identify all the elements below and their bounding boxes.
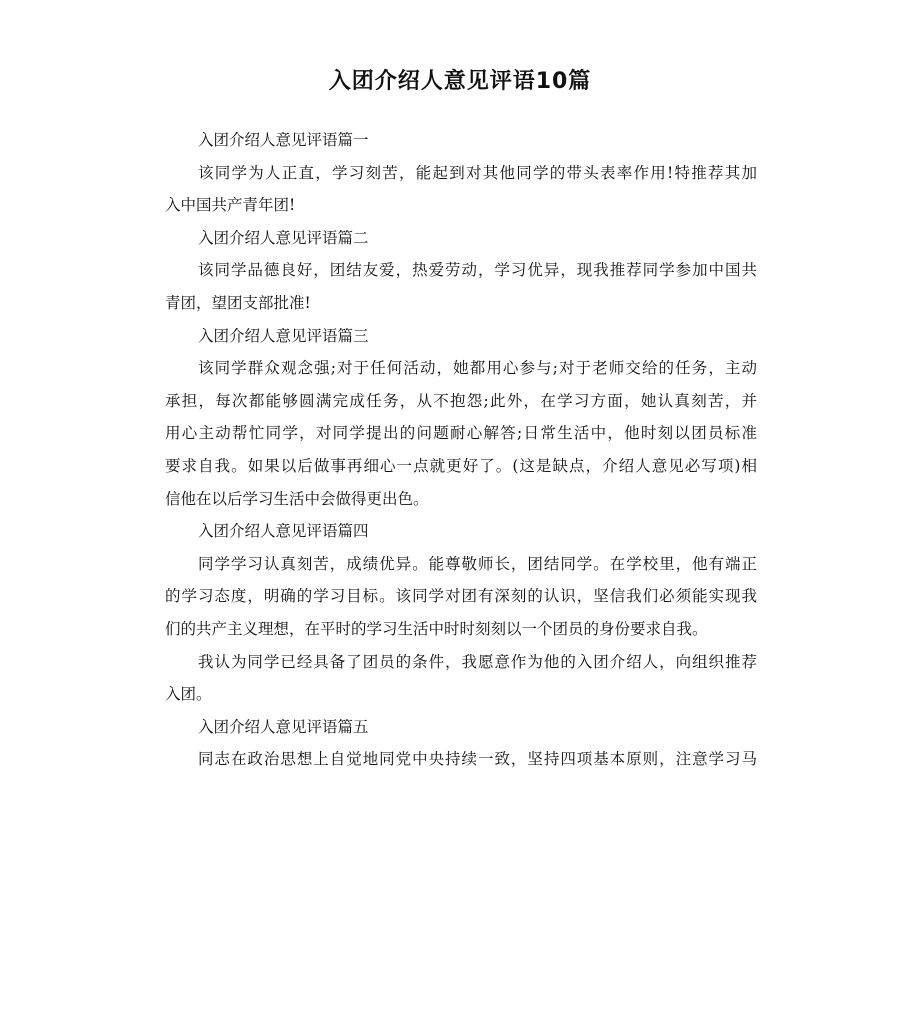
text-line: 该同学品德良好，团结友爱，热爱劳动，学习优异，现我推荐同学参加中国共	[198, 261, 757, 280]
document-body	[165, 124, 757, 776]
text-line: 信他在以后学习生活中会做得更出色。	[165, 489, 429, 508]
text-line: 入中国共产青年团!	[165, 196, 296, 215]
section-heading	[165, 515, 757, 548]
text-line: 的学习态度，明确的学习目标。该同学对团有深刻的认识，坚信我们必须能实现我	[165, 587, 757, 606]
paragraph	[165, 157, 757, 222]
section-heading	[165, 222, 757, 255]
text-line: 们的共产主义理想，在平时的学习生活中时时刻刻以一个团员的身份要求自我。	[165, 619, 708, 638]
text-line: 入团。	[165, 685, 212, 704]
text-line: 入团介绍人意见评语篇五	[198, 717, 369, 736]
text-line: 同学学习认真刻苦，成绩优异。能尊敬师长，团结同学。在学校里，他有端正	[198, 554, 757, 573]
paragraph	[165, 548, 757, 646]
paragraph	[165, 254, 757, 319]
section-heading	[165, 320, 757, 353]
text-line: 青团，望团支部批准!	[165, 293, 311, 312]
text-line: 用心主动帮忙同学，对同学提出的问题耐心解答;日常生活中，他时刻以团员标准	[165, 424, 757, 443]
text-line: 要求自我。如果以后做事再细心一点就更好了。(这是缺点，介绍人意见必写项)相	[165, 456, 757, 475]
text-line: 该同学为人正直，学习刻苦，能起到对其他同学的带头表率作用!特推荐其加	[198, 163, 757, 182]
text-line: 承担，每次都能够圆满完成任务，从不抱怨;此外，在学习方面，她认真刻苦，并	[165, 391, 757, 410]
document-title: 入团介绍人意见评语10篇	[328, 69, 592, 94]
text-line: 入团介绍人意见评语篇一	[198, 131, 369, 149]
text-line: 该同学群众观念强;对于任何活动，她都用心参与;对于老师交给的任务，主动	[198, 359, 757, 378]
text-line: 我认为同学已经具备了团员的条件，我愿意作为他的入团介绍人，向组织推荐	[198, 652, 757, 671]
section-heading	[165, 711, 757, 744]
text-line: 同志在政治思想上自觉地同党中央持续一致，坚持四项基本原则，注意学习马	[198, 750, 757, 769]
text-line: 入团介绍人意见评语篇四	[198, 522, 369, 541]
paragraph	[165, 352, 757, 515]
paragraph	[165, 646, 757, 711]
paragraph	[165, 743, 757, 776]
text-line: 入团介绍人意见评语篇三	[198, 326, 369, 345]
section-heading	[165, 124, 757, 157]
text-line: 入团介绍人意见评语篇二	[198, 228, 369, 247]
